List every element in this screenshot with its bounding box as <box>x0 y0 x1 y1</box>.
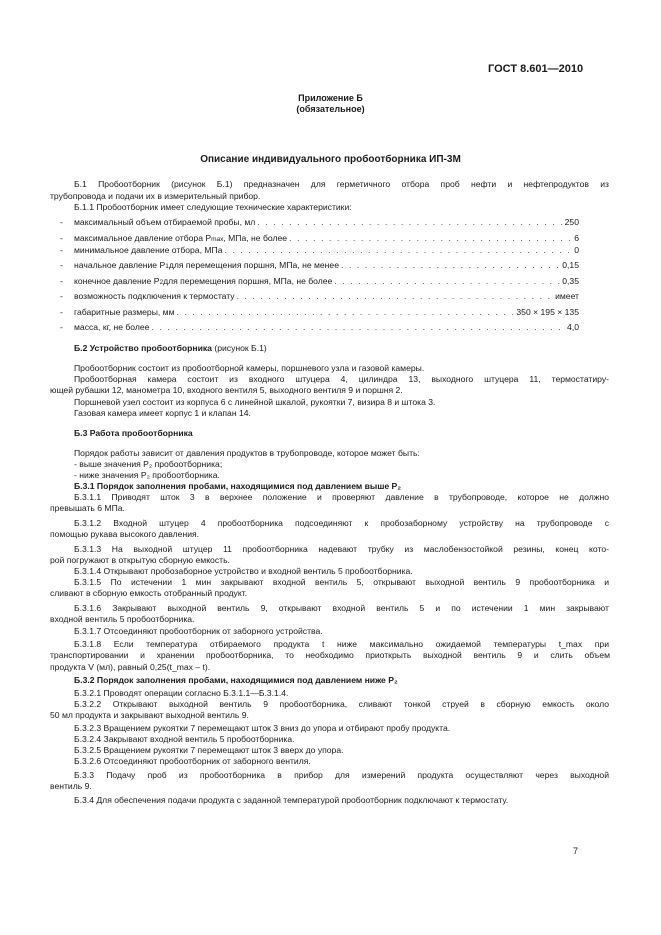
b2-paragraph: Пробоотборная камера состоит из входного штуцера 4, цилиндра 13, выходного штуцера 11, термостатиру- <box>74 374 609 384</box>
section-title: Описание индивидуального пробоотборника ИП-3М <box>200 154 461 165</box>
spec-label-rest: для перемещения поршня, МПа, не менее <box>168 260 339 270</box>
spec-row: - масса, кг, не более . . . 4,0 <box>60 322 579 333</box>
b3-item: Б.3.2.1 Проводят операции согласно Б.3.1.1—Б.3.1.4. <box>74 688 289 698</box>
b2-paragraph: Пробоотборник состоит из пробоотборной камеры, поршневого узла и газовой камеры. <box>74 363 425 373</box>
b3-item: Б.3.1.5 По истечении 1 мин закрывают входной вентиль 5, открывают выходной вентиль 9 пробоотборника и <box>74 577 609 587</box>
spec-value: 250 <box>564 217 579 227</box>
b3-item: Б.3.3 Подачу проб из пробоотборника в прибор для измерений продукта осуществляют через выходной <box>74 770 609 780</box>
b3-list-item: - ниже значения P₂ пробоотборника. <box>74 470 220 480</box>
spec-row: - возможность подключения к термостату . . . имеет <box>60 291 579 302</box>
b3-item: Б.3.1.8 Если температура отбираемого продукта t ниже максимально ожидаемой температуры t_max при <box>74 639 609 649</box>
spec-label-rest: для перемещения поршня, МПа, не более <box>163 276 333 286</box>
spec-value: имеет <box>555 291 579 301</box>
spec-row: - конечное давление P 2 для перемещения поршня, МПа, не более . . . 0,35 <box>60 276 579 287</box>
b3-item: 50 мл продукта и закрывают выходной вентиль 9. <box>50 710 249 720</box>
spec-label: возможность подключения к термостату <box>74 291 235 301</box>
spec-value: 350 × 195 × 135 <box>516 307 579 317</box>
intro-line: Б.1.1 Пробоотборник имеет следующие технические характеристики: <box>74 202 352 212</box>
b3-item: Б.3.2.2 Открывают выходной вентиль 9 пробоотборника, сливают тонкой струей в сборную емкость около <box>74 699 609 709</box>
intro-line: Б.1 Пробоотборник (рисунок Б.1) предназначен для герметичного отбора проб нефти и нефтепродуктов из <box>74 179 609 189</box>
b3-item: Б.3.2.4 Закрывают входной вентиль 5 пробоотборника. <box>74 734 295 744</box>
b3-item: входной вентиль 5 пробоотборника. <box>50 614 195 624</box>
document-code: ГОСТ 8.601—2010 <box>488 63 584 75</box>
b3-item: Б.3.2.5 Вращением рукоятки 7 перемещают шток 3 вверх до упора. <box>74 745 344 755</box>
spec-value: 4,0 <box>567 322 579 332</box>
intro-line: трубопровода и подачи их в измерительный прибор. <box>50 191 261 201</box>
spec-value: 0,15 <box>562 260 579 270</box>
spec-label-rest: , МПа, не более <box>223 233 288 243</box>
b2-paragraph: Газовая камера имеет корпус 1 и клапан 14. <box>74 408 251 418</box>
b2-paragraph: ющей рубашки 12, манометра 10, входного вентиля 5, выходного вентиля 9 и поршня 2. <box>50 385 403 395</box>
b3-item: Б.3.1.6 Закрывают выходной вентиль 9, открывают входной вентиль 5 и по истечении 1 мин закрывают <box>74 603 609 613</box>
b2-heading: Б.2 Устройство пробоотборника (рисунок Б.1) <box>74 343 267 353</box>
b3-list-item: - выше значения P₂ пробоотборника; <box>74 459 223 469</box>
b3-item: сливают в сборную емкость отобранный продукт. <box>50 588 248 598</box>
spec-label: габаритные размеры, мм <box>74 307 175 317</box>
b3-heading: Б.3 Работа пробоотборника <box>74 428 193 438</box>
b3-item: Б.3.4 Для обеспечения подачи продукта с заданной температурой пробоотборник подключают к термостату. <box>74 795 509 805</box>
b3-item: вентиль 9. <box>50 781 92 791</box>
b3-item: транспортировании и хранении пробоотборника, то необходимо приоткрыть выходной вентиль 9 и слить объем <box>50 650 610 660</box>
spec-label: максимальное давление отбора P <box>74 233 212 243</box>
b3-item: Б.3.1.1 Приводят шток 3 в верхнее положение и проверяют давление в трубопроводе, которое не должно <box>74 492 609 502</box>
b3-subheading: Б.3.2 Порядок заполнения пробами, находящимися под давлением ниже P₂ <box>74 675 398 685</box>
b3-paragraph: Порядок работы зависит от давления продуктов в трубопроводе, которое может быть: <box>74 448 420 458</box>
spec-value: 6 <box>574 233 579 243</box>
b3-item: помощью рукава высокого давления. <box>50 529 200 539</box>
b2-paragraph: Поршневой узел состоит из корпуса 6 с линейной шкалой, рукоятки 7, визира 8 и штока 3. <box>74 397 436 407</box>
b3-item: Б.3.1.4 Открывают пробозаборное устройство и входной вентиль 5 пробоотборника. <box>74 566 413 576</box>
spec-label: начальное давление P <box>74 260 166 270</box>
b3-item: рой погружают в открытую сборную емкость. <box>50 555 230 565</box>
spec-row: - начальное давление P 1 для перемещения поршня, МПа, не менее . . . 0,15 <box>60 260 579 271</box>
spec-row: - минимальное давление отбора, МПа . . . 0 <box>60 245 579 256</box>
spec-label: максимальный объем отбираемой пробы, мл <box>74 217 256 227</box>
spec-label: минимальное давление отбора, МПа <box>74 245 223 255</box>
appendix-title: Приложение Б <box>298 93 363 103</box>
spec-row: - габаритные размеры, мм . . . 350 × 195 × 135 <box>60 307 579 318</box>
spec-label: конечное давление P <box>74 276 160 286</box>
b3-item: Б.3.1.2 Входной штуцер 4 пробоотборника подсоединяют к пробозаборному устройству на трубопроводе с <box>74 518 609 528</box>
b3-item: Б.3.2.6 Отсоединяют пробоотборник от заборного вентиля. <box>74 756 311 766</box>
appendix-status: (обязательное) <box>296 104 365 114</box>
spec-label: масса, кг, не более <box>74 322 150 332</box>
spec-value: 0,35 <box>562 276 579 286</box>
spec-value: 0 <box>574 245 579 255</box>
spec-row: - максимальный объем отбираемой пробы, мл . . . 250 <box>60 217 579 228</box>
b3-item: превышать 6 МПа. <box>50 503 125 513</box>
page-number: 7 <box>573 846 579 856</box>
b3-item: Б.3.1.7 Отсоединяют пробоотборник от заборного устройства. <box>74 626 323 636</box>
spec-row: - максимальное давление отбора P max , МПа, не более . . . 6 <box>60 233 579 244</box>
b3-item: продукта V (мл), равный 0,25(t_max – t). <box>50 662 211 672</box>
b3-item: Б.3.1.3 На выходной штуцер 11 пробоотборника надевают трубку из маслобензостойкой резины, конец кото- <box>74 544 609 554</box>
b3-item: Б.3.2.3 Вращением рукоятки 7 перемещают шток 3 вниз до упора и отбирают пробу продукта. <box>74 723 451 733</box>
b3-subheading: Б.3.1 Порядок заполнения пробами, находящимися под давлением выше P₂ <box>74 481 402 491</box>
